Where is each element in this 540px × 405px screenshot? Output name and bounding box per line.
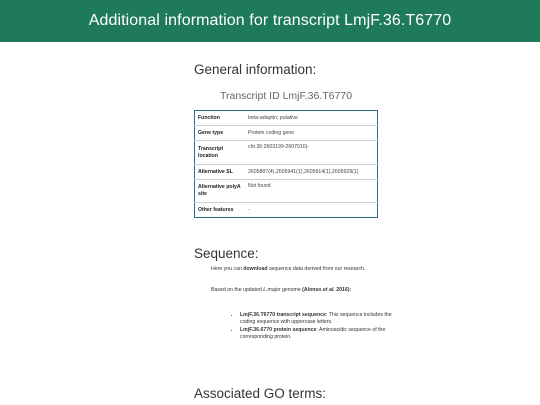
general-information-heading: General information:: [194, 62, 317, 77]
page-title: Additional information for transcript LmjF.36.T6770: [88, 12, 452, 29]
transcript-location-value: chr.36:2603199-2607010|-: [245, 141, 378, 165]
gene-type-value: Protein coding gene: [245, 126, 378, 141]
gene-type-key: Gene type: [195, 126, 246, 141]
sequence-intro-text: Here you can download sequence data derived from our research.: [211, 266, 366, 272]
sequence-download-list: [226, 312, 392, 342]
table-row: [195, 180, 378, 203]
function-value: beta-adaptin; putative: [245, 111, 378, 126]
other-features-key: Other features: [198, 206, 234, 213]
alternative-polya-value: Not found: [245, 180, 378, 203]
list-item: • LmjF.36.6770 protein sequence: Aminoacidic sequence of the corresponding protein.: [240, 327, 392, 341]
table-row: [195, 165, 378, 180]
citation-link[interactable]: (Alonso et al. 2016):: [302, 287, 352, 293]
function-key: Function: [195, 111, 246, 126]
genome-reference-text: Based on the updated L.major genome (Alonso et al. 2016):: [211, 287, 352, 293]
alternative-sl-value: 2605887(4),2605941(1),2605914(1),2605929(1): [245, 165, 378, 180]
alternative-polya-key: Alternative polyA site: [195, 180, 246, 203]
transcript-sequence-link[interactable]: LmjF.36.T6770 transcript sequence: [240, 312, 326, 318]
other-features-value: -: [248, 206, 250, 213]
go-terms-heading: Associated GO terms:: [194, 386, 327, 401]
table-row: [195, 141, 378, 165]
table-row: [195, 203, 378, 218]
download-link[interactable]: download: [243, 266, 268, 272]
protein-sequence-link[interactable]: LmjF.36.6770 protein sequence: [240, 327, 317, 333]
general-info-table: [194, 110, 378, 218]
table-row: [195, 111, 378, 126]
list-item: • LmjF.36.T6770 transcript sequence: This sequence includes the coding sequence with uppercase letters.: [240, 312, 392, 326]
transcript-location-key: Transcript location: [195, 141, 246, 165]
alternative-sl-key: Alternative SL: [195, 165, 246, 180]
table-row: [195, 126, 378, 141]
transcript-id-title: Transcript ID LmjF.36.T6770: [219, 90, 353, 102]
sequence-heading: Sequence:: [194, 246, 259, 261]
header-banner: [0, 0, 540, 42]
